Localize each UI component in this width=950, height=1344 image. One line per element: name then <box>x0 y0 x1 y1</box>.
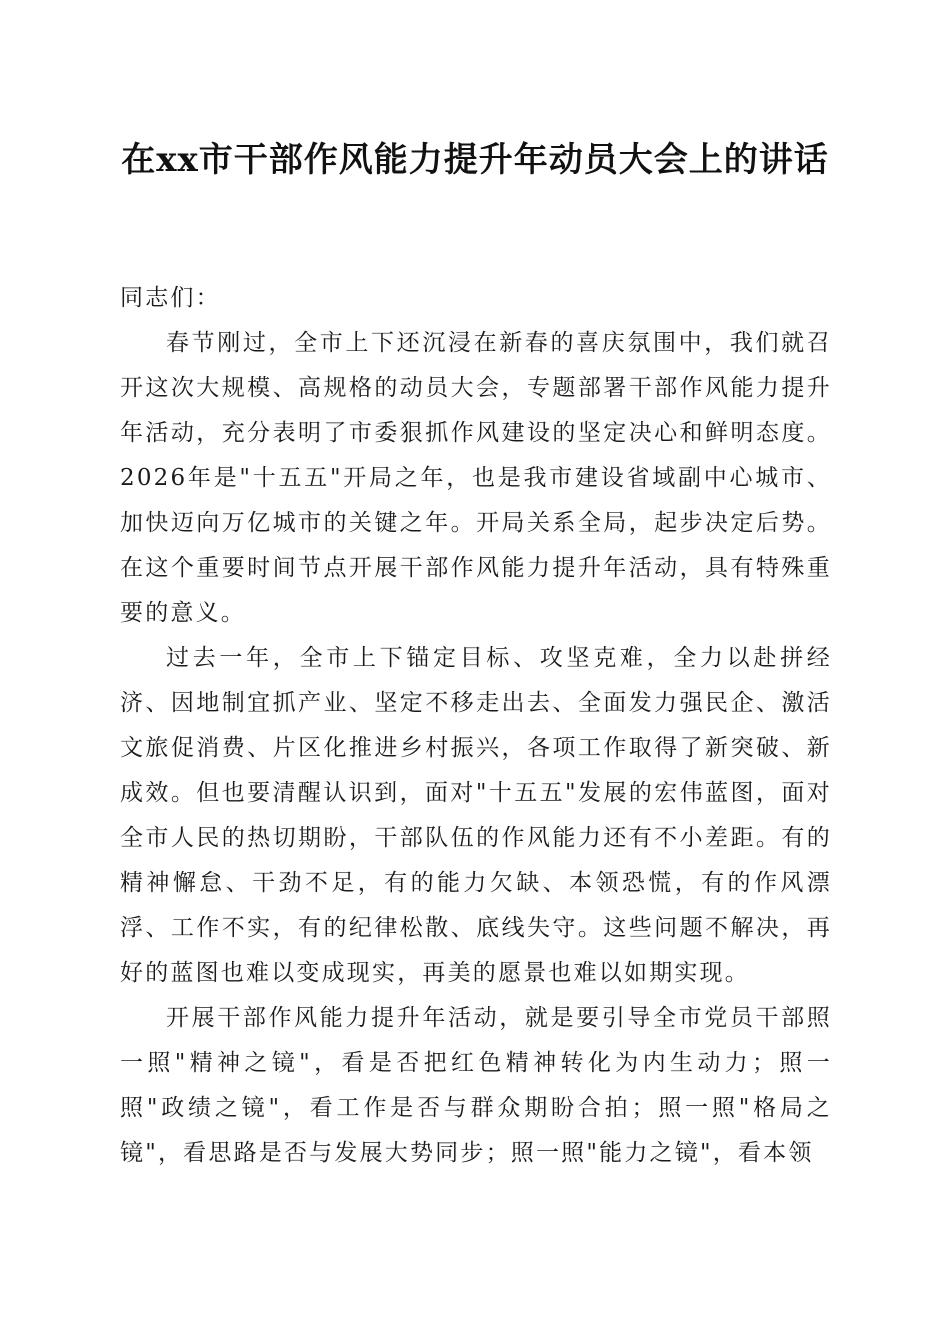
document-body <box>120 276 832 1176</box>
salutation: 同志们： <box>120 285 221 311</box>
document-title: 在xx市干部作风能力提升年动员大会上的讲话 <box>121 140 829 180</box>
paragraph-1: 春节刚过，全市上下还沉浸在新春的喜庆氛围中，我们就召开这次大规模、高规格的动员大会，专题部署干部作风能力提升年活动，充分表明了市委狠抓作风建设的坚定决心和鲜明态度。2026年是"十五五"开局之年，也是我市建设省域副中心城市、加快迈向万亿城市的关键之年。开局关系全局，起步决定后势。在这个重要时间节点开展干部作风能力提升年活动，具有特殊重要的意义。 <box>120 330 832 626</box>
paragraph-2: 过去一年，全市上下锚定目标、攻坚克难，全力以赴拼经济、因地制宜抓产业、坚定不移走出去、全面发力强民企、激活文旅促消费、片区化推进乡村振兴，各项工作取得了新突破、新成效。但也要清醒认识到，面对"十五五"发展的宏伟蓝图，面对全市人民的热切期盼，干部队伍的作风能力还有不小差距。有的精神懈怠、干劲不足，有的能力欠缺、本领恐慌，有的作风漂浮、工作不实，有的纪律松散、底线失守。这些问题不解决，再好的蓝图也难以变成现实，再美的愿景也难以如期实现。 <box>120 645 832 986</box>
paragraph-3: 开展干部作风能力提升年活动，就是要引导全市党员干部照一照"精神之镜"，看是否把红色精神转化为内生动力；照一照"政绩之镜"，看工作是否与群众期盼合拍；照一照"格局之镜"，看思路是否与发展大势同步；照一照"能力之镜"，看本领 <box>120 1005 832 1166</box>
